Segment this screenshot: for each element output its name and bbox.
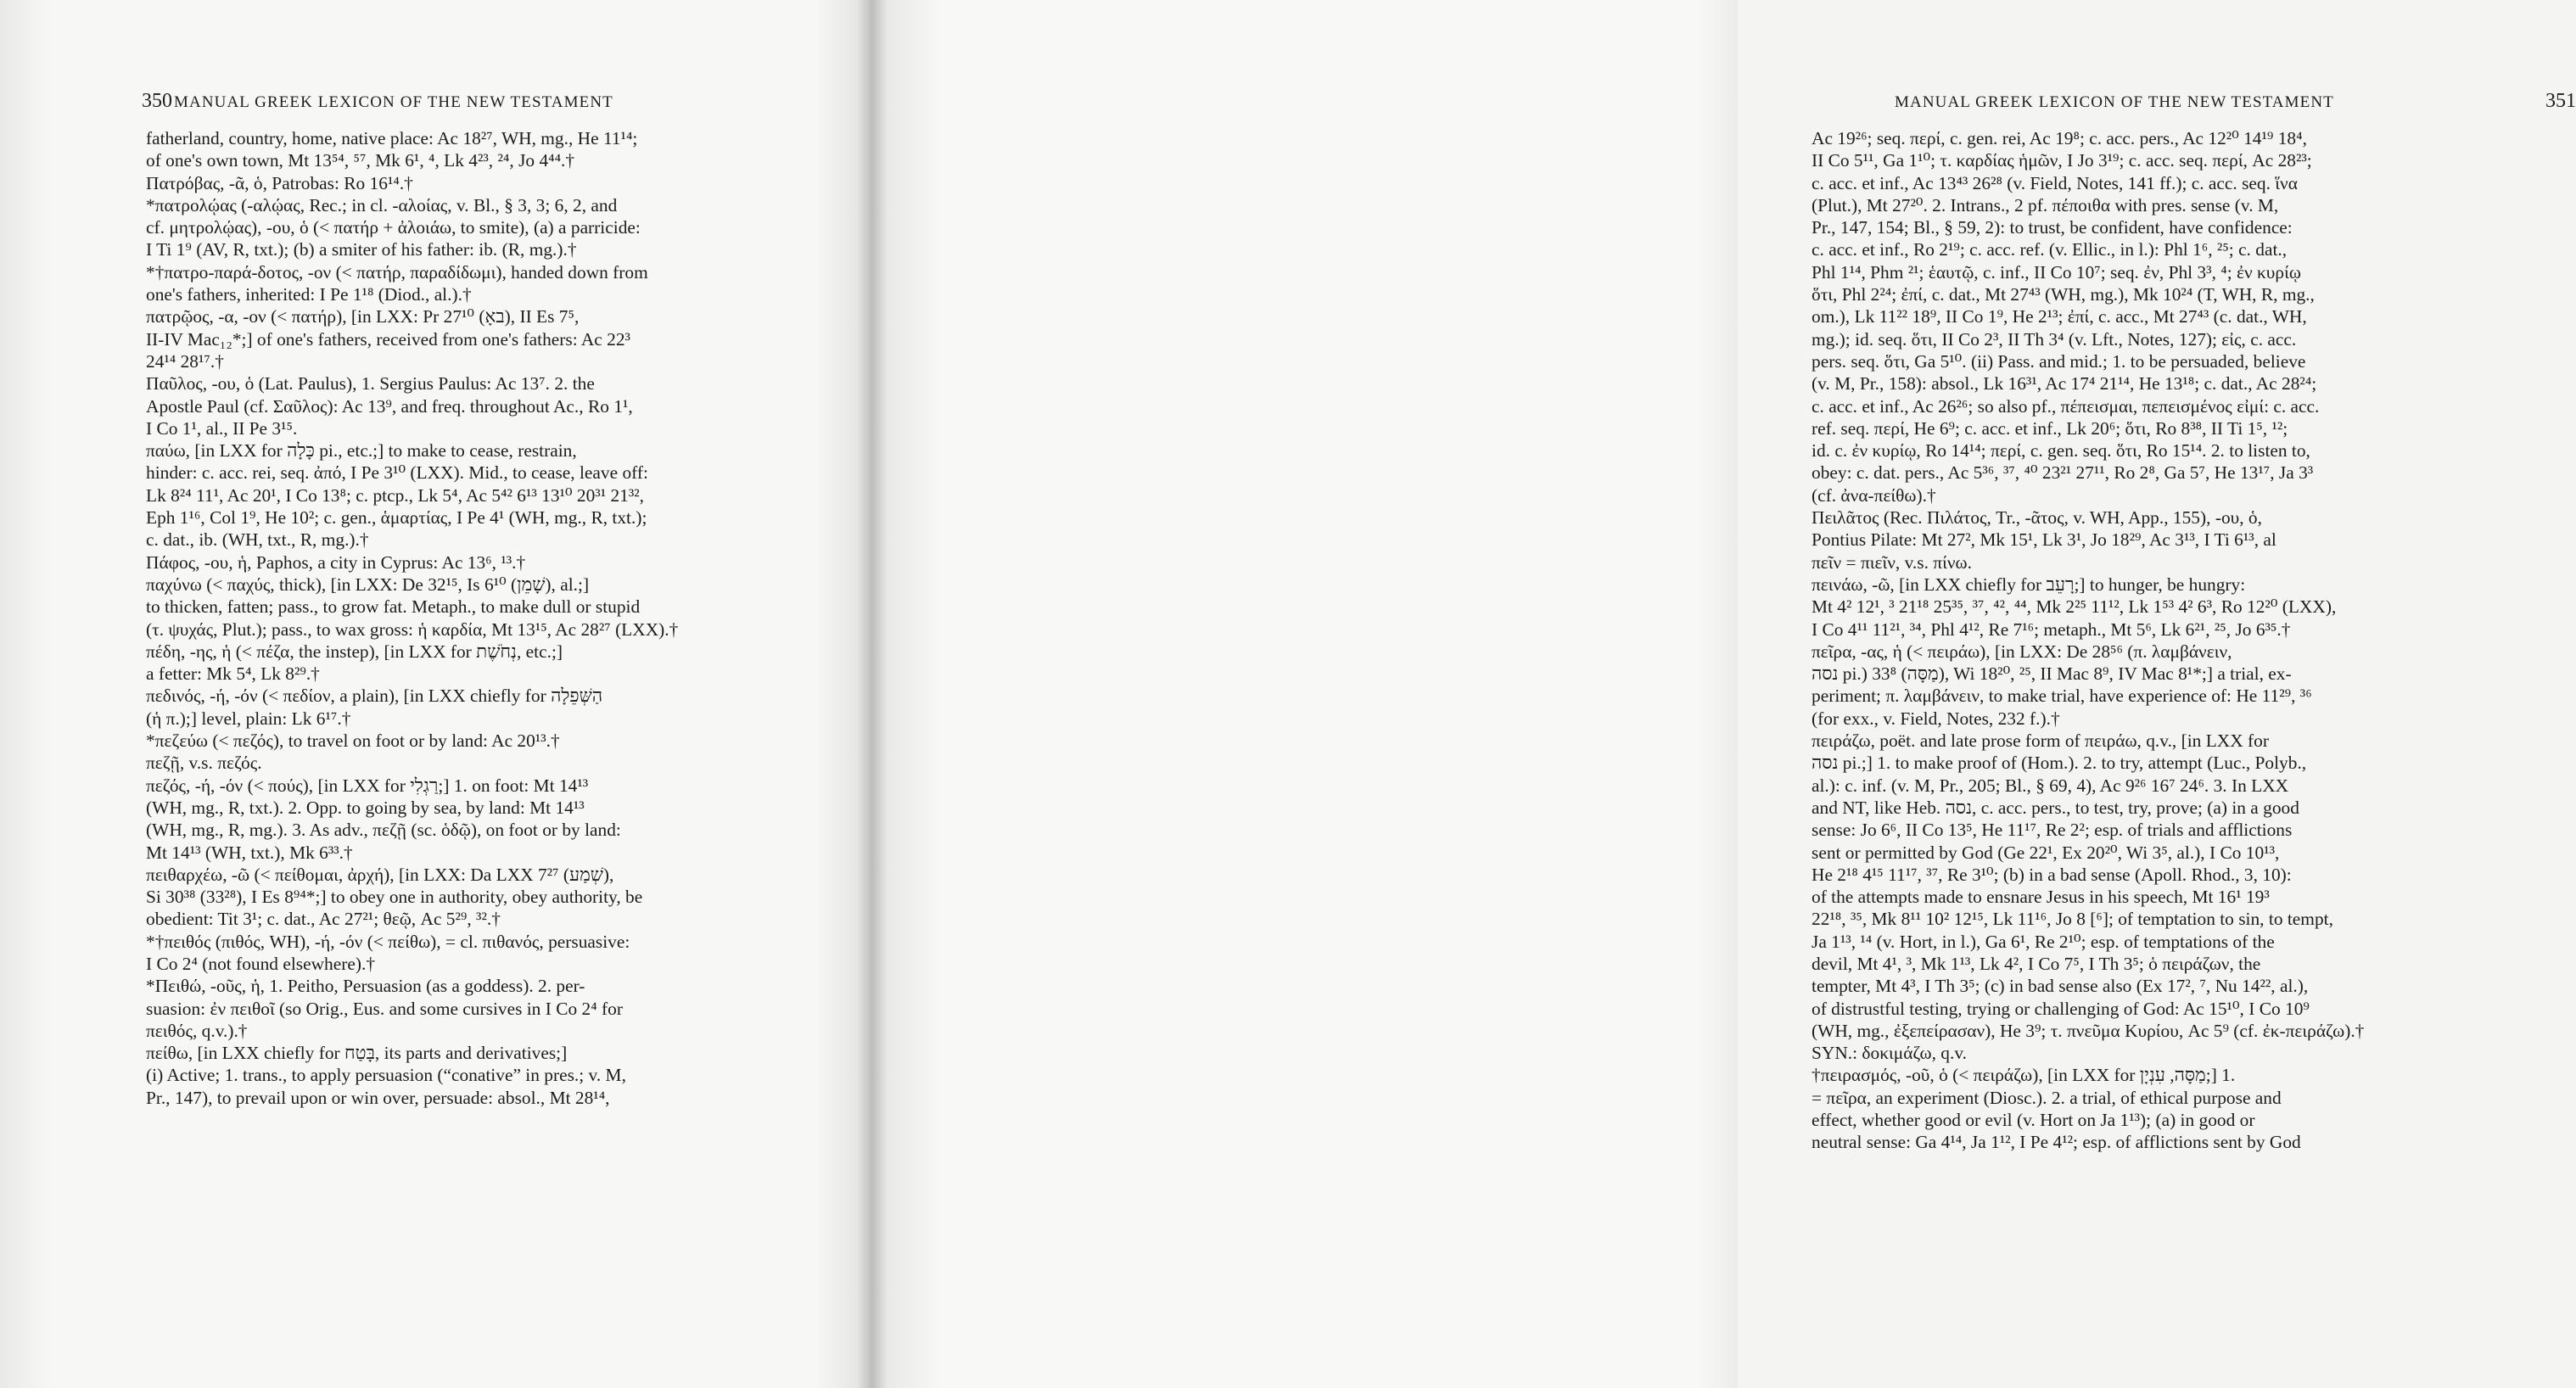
- entry-line: [1812, 372, 2509, 395]
- entry-text: Παῦλος, -ου, ὁ (Lat. Paulus), 1. Sergius Paulus: Ac 13⁷. 2. the: [146, 373, 595, 395]
- entry-line: [146, 641, 809, 663]
- lexicon-column-right: [1812, 127, 2509, 1154]
- entry-text: πεινάω, -ῶ, [in LXX chiefly for רָעֵב;] to hunger, be hungry:: [1812, 574, 2246, 595]
- entry-line: [1812, 842, 2509, 864]
- entry-text: πειθός, q.v.).†: [146, 1020, 248, 1041]
- entry-text: hinder: c. acc. rei, seq. ἀπό, I Pe 3¹⁰ (LXX). Mid., to cease, leave off:: [146, 462, 648, 484]
- entry-line: [1812, 998, 2509, 1020]
- entry-text: cf. μητρολῴας), -ου, ὁ (< πατήρ + ἀλοιάω, to smite), (a) a parricide:: [146, 217, 641, 238]
- entry-text: Phl 1¹⁴, Phm ²¹; ἑαυτῷ, c. inf., II Co 10⁷; seq. ἐν, Phl 3³, ⁴; ἐν κυρίῳ: [1812, 261, 2301, 283]
- entry-text: (Plut.), Mt 27²⁰. 2. Intrans., 2 pf. πέποιθα with pres. sense (v. M,: [1812, 194, 2279, 215]
- entry-text: (WH, mg., R, mg.). 3. As adv., πεζῇ (sc. ὁδῷ), on foot or by land:: [146, 820, 621, 841]
- entry-line: [146, 819, 809, 841]
- right-page: [878, 0, 2576, 1388]
- entry-text: πειθαρχέω, -ῶ (< πείθομαι, ἀρχή), [in LXX: Da LXX 7²⁷ (שְׁמַע),: [146, 864, 614, 885]
- entry-line: [146, 507, 809, 529]
- entry-line: [146, 238, 809, 260]
- entry-line: [146, 752, 809, 774]
- entry-text: II-IV Mac₁₂*;] of one's fathers, received from one's fathers: Ac 22³: [146, 328, 630, 350]
- entry-text: πεῖν = πιεῖν, v.s. πίνω.: [1812, 551, 1972, 573]
- entry-line: [1812, 172, 2509, 194]
- entry-text: Ja 1¹³, ¹⁴ (v. Hort, in l.), Ga 6¹, Re 2¹⁰; esp. of temptations of the: [1812, 931, 2275, 952]
- entry-line: [146, 328, 809, 350]
- entry-line: [1812, 864, 2509, 886]
- entry-text: I Co 4¹¹ 11²¹, ³⁴, Phl 4¹², Re 7¹⁶; metaph., Mt 5⁶, Lk 6²¹, ²⁵, Jo 6³⁵.†: [1812, 618, 2291, 640]
- entry-line: [146, 596, 809, 618]
- entry-text: παύω, [in LXX for כָּלָה pi., etc.;] to make to cease, restrain,: [146, 440, 577, 462]
- entry-text: Pr., 147), to prevail upon or win over, persuade: absol., Mt 28¹⁴,: [146, 1087, 610, 1108]
- entry-line: [1812, 685, 2509, 707]
- entry-text: of distrustful testing, trying or challenging of God: Ac 15¹⁰, I Co 10⁹: [1812, 998, 2310, 1019]
- entry-line: [1812, 819, 2509, 841]
- entry-text: ὅτι, Phl 2²⁴; ἐπί, c. dat., Mt 27⁴³ (WH, mg.), Mk 10²⁴ (T, WH, R, mg.,: [1812, 284, 2315, 305]
- entry-line: [1812, 1020, 2509, 1042]
- entry-line: [146, 908, 809, 930]
- entry-line: [1812, 395, 2509, 417]
- entry-text: sense: Jo 6⁶, II Co 13⁵, He 11¹⁷, Re 2²; esp. of trials and afflictions: [1812, 820, 2293, 841]
- entry-text: of one's own town, Mt 13⁵⁴, ⁵⁷, Mk 6¹, ⁴, Lk 4²³, ²⁴, Jo 4⁴⁴.†: [146, 150, 575, 171]
- entry-line: [1812, 194, 2509, 216]
- entry-text: one's fathers, inherited: I Pe 1¹⁸ (Diod., al.).†: [146, 284, 472, 305]
- page-number: 351: [2545, 90, 2576, 112]
- entry-line: [146, 574, 809, 596]
- entry-text: πεζός, -ή, -όν (< πούς), [in LXX for רַגְלִי;] 1. on foot: Mt 14¹³: [146, 775, 589, 796]
- running-head: [1895, 93, 2334, 112]
- entry-text: Eph 1¹⁶, Col 1⁹, He 10²; c. gen., ἁμαρτίας, I Pe 4¹ (WH, mg., R, txt.);: [146, 507, 647, 529]
- entry-line: [1812, 975, 2509, 997]
- left-page: [0, 0, 865, 1388]
- entry-text: πατρῷος, -α, -ον (< πατήρ), [in LXX: Pr 27¹⁰ (באָ), II Es 7⁵,: [146, 306, 580, 327]
- entry-line: [146, 685, 809, 707]
- entry-line: [1812, 261, 2509, 283]
- entry-text: periment; π. λαμβάνειν, to make trial, have experience of: He 11²⁹, ³⁶: [1812, 686, 2312, 707]
- entry-line: [146, 708, 809, 730]
- entry-line: [1812, 238, 2509, 260]
- entry-text: (WH, mg., R, txt.). 2. Opp. to going by sea, by land: Mt 14¹³: [146, 797, 585, 818]
- entry-line: [1812, 663, 2509, 685]
- entry-text: mg.); id. seq. ὅτι, II Co 2³, II Th 3⁴ (v. Lft., Notes, 127); εἰς, c. acc.: [1812, 328, 2297, 350]
- entry-line: [146, 216, 809, 238]
- entry-line: [146, 1087, 809, 1109]
- entry-text: *Πειθώ, -οῦς, ἡ, 1. Peitho, Persuasion (as a goddess). 2. per-: [146, 976, 585, 997]
- entry-line: [146, 618, 809, 641]
- entry-text: suasion: ἐν πειθοῖ (so Orig., Eus. and some cursives in I Co 2⁴ for: [146, 998, 623, 1019]
- entry-line: [1812, 1131, 2509, 1153]
- entry-line: [146, 261, 809, 283]
- entry-line: [1812, 618, 2509, 641]
- entry-text: sent or permitted by God (Ge 22¹, Ex 20²⁰, Wi 3⁵, al.), I Co 10¹³,: [1812, 842, 2280, 863]
- entry-line: [146, 172, 809, 194]
- entry-line: [146, 127, 809, 149]
- entry-text: πεῖρα, -ας, ἡ (< πειράω), [in LXX: De 28⁵⁶ (π. λαμβάνειν,: [1812, 641, 2232, 662]
- entry-line: [1812, 775, 2509, 797]
- entry-line: [146, 842, 809, 864]
- entry-text: Ac 19²⁶; seq. περί, c. gen. rei, Ac 19⁸; c. acc. pers., Ac 12²⁰ 14¹⁹ 18⁴,: [1812, 128, 2307, 148]
- entry-line: [1812, 1042, 2509, 1064]
- entry-text: SYN.: δοκιμάζω, q.v.: [1812, 1043, 1967, 1064]
- entry-line: [146, 439, 809, 462]
- entry-text: נסה pi.) 33⁸ (מַסָּה), Wi 18²⁰, ²⁵, II Mac 8⁹, IV Mac 8¹*;] a trial, ex-: [1812, 663, 2292, 685]
- entry-text: al.): c. inf. (v. M, Pr., 205; Bl., § 69, 4), Ac 9²⁶ 16⁷ 24⁶. 3. In LXX: [1812, 775, 2289, 796]
- entry-line: [1812, 574, 2509, 596]
- entry-line: [146, 886, 809, 908]
- entry-line: [146, 975, 809, 997]
- entry-line: [1812, 439, 2509, 462]
- entry-text: II Co 5¹¹, Ga 1¹⁰; τ. καρδίας ἡμῶν, I Jo 3¹⁹; c. acc. seq. περί, Ac 28²³;: [1812, 150, 2312, 171]
- entry-line: [146, 395, 809, 417]
- entry-line: [146, 551, 809, 574]
- entry-text: c. acc. et inf., Ro 2¹⁹; c. acc. ref. (v. Ellic., in l.): Phl 1⁶, ²⁵; c. dat.,: [1812, 239, 2288, 260]
- entry-text: πείθω, [in LXX chiefly for בָּטַח, its parts and derivatives;]: [146, 1043, 568, 1064]
- entry-text: Lk 8²⁴ 11¹, Ac 20¹, I Co 13⁸; c. ptcp., Lk 5⁴, Ac 5⁴² 6¹³ 13¹⁰ 20³¹ 21³²,: [146, 484, 645, 506]
- entry-text: *†πατρο-παρά-δοτος, -ον (< πατήρ, παραδίδωμι), handed down from: [146, 261, 648, 283]
- entry-text: 24¹⁴ 28¹⁷.†: [146, 350, 224, 372]
- entry-line: [146, 283, 809, 305]
- entry-line: [1812, 417, 2509, 439]
- entry-text: Mt 14¹³ (WH, txt.), Mk 6³³.†: [146, 842, 353, 863]
- entry-line: [146, 953, 809, 975]
- entry-line: [146, 931, 809, 953]
- entry-text: נסה pi.;] 1. to make proof of (Hom.). 2. to try, attempt (Luc., Polyb.,: [1812, 753, 2307, 774]
- entry-text: Πειλᾶτος (Rec. Πιλάτος, Tr., -ᾶτος, v. WH, App., 155), -ου, ὁ,: [1812, 507, 2262, 529]
- entry-text: (WH, mg., ἐξεπείρασαν), He 3⁹; τ. πνεῦμα Κυρίου, Ac 5⁹ (cf. ἐκ-πειράζω).†: [1812, 1020, 2365, 1041]
- entry-text: πέδη, -ης, ἡ (< πέζα, the instep), [in LXX for נְחֹשֶׁת, etc.;]: [146, 641, 563, 662]
- entry-text: om.), Lk 11²² 18⁹, II Co 1⁹, He 2¹³; ἐπί, c. acc., Mt 27⁴³ (c. dat., WH,: [1812, 306, 2307, 327]
- entry-text: neutral sense: Ga 4¹⁴, Ja 1¹², I Pe 4¹²; esp. of afflictions sent by God: [1812, 1132, 2301, 1153]
- entry-text: ref. seq. περί, He 6⁹; c. acc. et inf., Lk 20⁶; ὅτι, Ro 8³⁸, II Ti 1⁵, ¹²;: [1812, 417, 2288, 439]
- entry-line: [146, 1042, 809, 1064]
- entry-text: πειράζω, poët. and late prose form of πειράω, q.v., [in LXX for: [1812, 730, 2269, 752]
- entry-text: (cf. ἀνα-πείθω).†: [1812, 484, 1936, 506]
- entry-text: πεδινός, -ή, -όν (< πεδίον, a plain), [in LXX chiefly for הַשְּׁפֵלָה: [146, 686, 603, 707]
- entry-line: [1812, 529, 2509, 551]
- entry-text: *πατρολῴας (-αλῴας, Rec.; in cl. -αλοίας, v. Bl., § 3, 3; 6, 2, and: [146, 194, 618, 215]
- entry-line: [1812, 730, 2509, 752]
- entry-line: [1812, 305, 2509, 327]
- entry-text: Πατρόβας, -ᾶ, ὁ, Patrobas: Ro 16¹⁴.†: [146, 172, 413, 193]
- entry-line: [1812, 462, 2509, 484]
- entry-text: c. acc. et inf., Ac 26²⁶; so also pf., πέπεισμαι, πεπεισμένος εἰμί: c. acc.: [1812, 395, 2320, 417]
- entry-line: [146, 372, 809, 395]
- entry-text: (for exx., v. Field, Notes, 232 f.).†: [1812, 708, 2060, 729]
- running-head-title: MANUAL GREEK LEXICON OF THE NEW TESTAMENT: [174, 93, 613, 111]
- entry-text: obedient: Tit 3¹; c. dat., Ac 27²¹; θεῷ, Ac 5²⁹, ³².†: [146, 909, 501, 930]
- entry-text: Apostle Paul (cf. Σαῦλος): Ac 13⁹, and freq. throughout Ac., Ro 1¹,: [146, 395, 633, 417]
- entry-line: [146, 350, 809, 372]
- entry-line: [1812, 886, 2509, 908]
- entry-line: [1812, 551, 2509, 574]
- entry-text: to thicken, fatten; pass., to grow fat. Metaph., to make dull or stupid: [146, 596, 641, 618]
- entry-text: c. acc. et inf., Ac 13⁴³ 26²⁸ (v. Field, Notes, 141 ff.); c. acc. seq. ἵνα: [1812, 172, 2298, 193]
- entry-line: [146, 775, 809, 797]
- entry-text: He 2¹⁸ 4¹⁵ 11¹⁷, ³⁷, Re 3¹⁰; (b) in a bad sense (Apoll. Rhod., 3, 10):: [1812, 864, 2292, 885]
- entry-text: πεζῇ, v.s. πεζός.: [146, 753, 262, 774]
- entry-text: c. dat., ib. (WH, txt., R, mg.).†: [146, 529, 369, 551]
- entry-line: [146, 663, 809, 685]
- entry-text: Pr., 147, 154; Bl., § 59, 2): to trust, be confident, have confidence:: [1812, 217, 2293, 238]
- entry-text: id. c. ἐν κυρίῳ, Ro 14¹⁴; περί, c. gen. seq. ὅτι, Ro 15¹⁴. 2. to listen to,: [1812, 440, 2310, 462]
- entry-line: [146, 864, 809, 886]
- entry-line: [1812, 283, 2509, 305]
- entry-line: [146, 730, 809, 752]
- entry-line: [1812, 908, 2509, 930]
- entry-line: [146, 484, 809, 507]
- entry-line: [146, 998, 809, 1020]
- entry-text: effect, whether good or evil (v. Hort on Ja 1¹³); (a) in good or: [1812, 1110, 2255, 1131]
- entry-line: [1812, 931, 2509, 953]
- entry-text: of the attempts made to ensnare Jesus in his speech, Mt 16¹ 19³: [1812, 887, 2270, 908]
- entry-line: [1812, 216, 2509, 238]
- entry-text: a fetter: Mk 5⁴, Lk 8²⁹.†: [146, 663, 320, 685]
- entry-line: [146, 305, 809, 327]
- page-number: 350: [142, 90, 172, 112]
- entry-text: (τ. ψυχάς, Plut.); pass., to wax gross: ἡ καρδία, Mt 13¹⁵, Ac 28²⁷ (LXX).†: [146, 618, 679, 640]
- entry-text: tempter, Mt 4³, I Th 3⁵; (c) in bad sense also (Ex 17², ⁷, Nu 14²², al.),: [1812, 976, 2309, 997]
- entry-text: †πειρασμός, -οῦ, ὁ (< πειράζω), [in LXX for מַסָּה, עִנְיָן;] 1.: [1812, 1065, 2236, 1086]
- entry-line: [1812, 953, 2509, 975]
- entry-line: [1812, 149, 2509, 171]
- entry-text: παχύνω (< παχύς, thick), [in LXX: De 32¹⁵, Is 6¹⁰ (שָׁמֵן), al.;]: [146, 574, 590, 595]
- entry-text: I Ti 1⁹ (AV, R, txt.); (b) a smiter of his father: ib. (R, mg.).†: [146, 239, 577, 260]
- entry-text: Πάφος, -ου, ἡ, Paphos, a city in Cyprus: Ac 13⁶, ¹³.†: [146, 551, 526, 573]
- entry-text: (ἡ π.);] level, plain: Lk 6¹⁷.†: [146, 708, 351, 729]
- entry-text: devil, Mt 4¹, ³, Mk 1¹³, Lk 4², I Co 7⁵, I Th 3⁵; ὁ πειράζων, the: [1812, 953, 2261, 974]
- entry-text: fatherland, country, home, native place: Ac 18²⁷, WH, mg., He 11¹⁴;: [146, 128, 638, 148]
- entry-line: [146, 1020, 809, 1042]
- entry-line: [1812, 1109, 2509, 1131]
- entry-text: (i) Active; 1. trans., to apply persuasion (“conative” in pres.; v. M,: [146, 1065, 626, 1086]
- entry-line: [1812, 641, 2509, 663]
- entry-text: Pontius Pilate: Mt 27², Mk 15¹, Lk 3¹, Jo 18²⁹, Ac 3¹³, I Ti 6¹³, al: [1812, 529, 2276, 551]
- entry-line: [1812, 596, 2509, 618]
- entry-line: [146, 529, 809, 551]
- entry-line: [146, 149, 809, 171]
- entry-line: [1812, 1087, 2509, 1109]
- entry-text: *πεζεύω (< πεζός), to travel on foot or by land: Ac 20¹³.†: [146, 730, 560, 752]
- entry-text: I Co 1¹, al., II Pe 3¹⁵.: [146, 417, 298, 439]
- entry-line: [1812, 350, 2509, 372]
- entry-line: [1812, 708, 2509, 730]
- entry-line: [1812, 127, 2509, 149]
- entry-text: *†πειθός (πιθός, WH), -ή, -όν (< πείθω), = cl. πιθανός, persuasive:: [146, 931, 630, 952]
- entry-text: 22¹⁸, ³⁵, Mk 8¹¹ 10² 12¹⁵, Lk 11¹⁶, Jo 8 [⁶]; of temptation to sin, to tempt,: [1812, 909, 2333, 930]
- entry-line: [1812, 507, 2509, 529]
- entry-line: [146, 1064, 809, 1086]
- entry-text: Si 30³⁸ (33²⁸), I Es 8⁹⁴*;] to obey one in authority, obey authority, be: [146, 887, 643, 908]
- entry-line: [1812, 1064, 2509, 1086]
- entry-line: [1812, 797, 2509, 819]
- entry-line: [1812, 484, 2509, 507]
- entry-text: Mt 4² 12¹, ³ 21¹⁸ 25³⁵, ³⁷, ⁴², ⁴⁴, Mk 2²⁵ 11¹², Lk 1⁵³ 4² 6³, Ro 12²⁰ (LXX),: [1812, 596, 2337, 618]
- entry-text: pers. seq. ὅτι, Ga 5¹⁰. (ii) Pass. and mid.; 1. to be persuaded, believe: [1812, 350, 2306, 372]
- entry-text: obey: c. dat. pers., Ac 5³⁶, ³⁷, ⁴⁰ 23²¹ 27¹¹, Ro 2⁸, Ga 5⁷, He 13¹⁷, Ja 3³: [1812, 462, 2314, 484]
- entry-line: [146, 417, 809, 439]
- entry-text: and NT, like Heb. נסה, c. acc. pers., to test, try, prove; (a) in a good: [1812, 797, 2299, 818]
- entry-text: I Co 2⁴ (not found elsewhere).†: [146, 953, 376, 974]
- running-head: [174, 93, 613, 112]
- entry-text: (v. M, Pr., 158): absol., Lk 16³¹, Ac 17⁴ 21¹⁴, He 13¹⁸; c. dat., Ac 28²⁴;: [1812, 373, 2317, 395]
- running-head-title: MANUAL GREEK LEXICON OF THE NEW TESTAMENT: [1895, 93, 2334, 111]
- entry-line: [146, 462, 809, 484]
- entry-line: [146, 194, 809, 216]
- entry-line: [1812, 328, 2509, 350]
- entry-line: [1812, 752, 2509, 774]
- entry-text: = πεῖρα, an experiment (Diosc.). 2. a trial, of ethical purpose and: [1812, 1087, 2282, 1108]
- lexicon-column-left: [146, 127, 809, 1109]
- entry-line: [146, 797, 809, 819]
